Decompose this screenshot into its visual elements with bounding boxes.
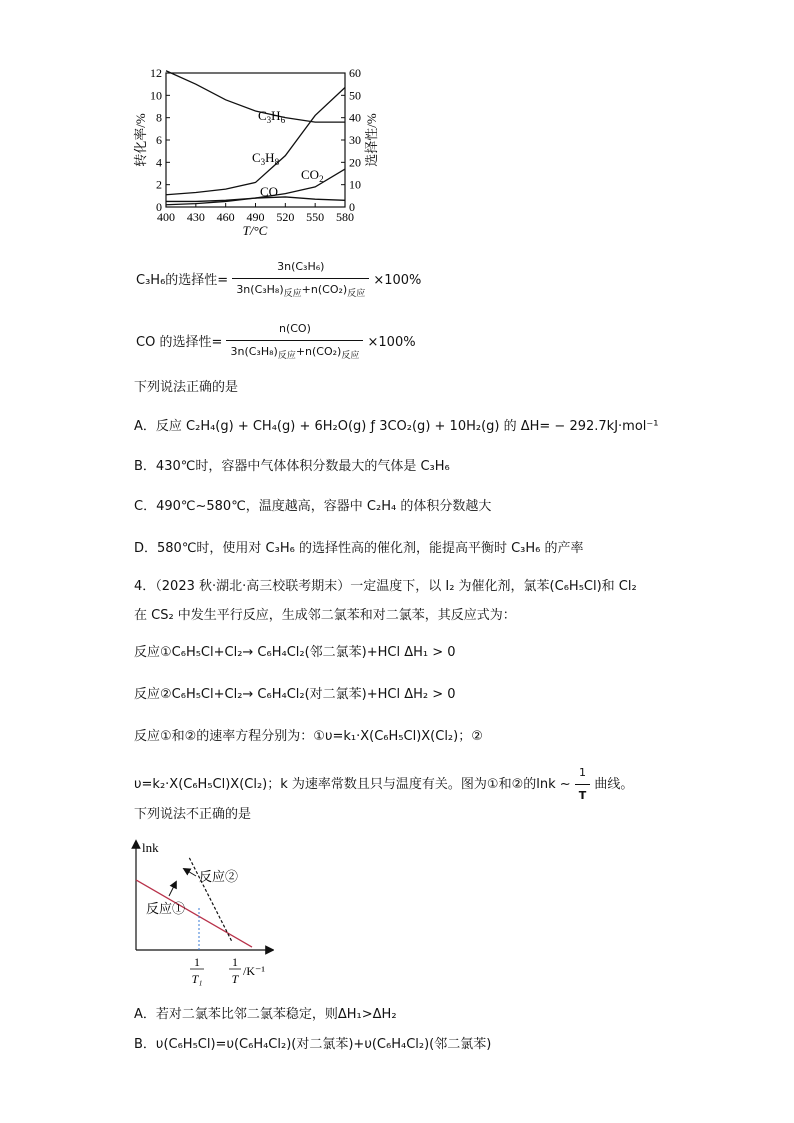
rate-line-2: [134, 764, 633, 805]
y-right-tick-label: 30: [349, 133, 361, 147]
x-tick-label: 460: [216, 210, 235, 224]
option-a-2: A．若对二氯苯比邻二氯苯稳定，则ΔH₁>ΔH₂: [134, 1007, 397, 1022]
sel-c3h6-den-b: +n(CO₂): [301, 283, 348, 296]
x-tick-label: 520: [276, 210, 295, 224]
y-left-tick-label: 10: [150, 88, 162, 103]
chart1-y-right-label: 选择性/%: [364, 113, 379, 167]
sel-co-times: ×100%: [367, 335, 416, 351]
x-tick-label: 580: [336, 210, 354, 224]
y-right-tick-label: 10: [349, 177, 361, 192]
q4-line-2: 在 CS₂ 中发生平行反应，生成邻二氯苯和对二氯苯，其反应式为：: [134, 608, 516, 623]
sel-c3h6-fraction: [232, 258, 369, 303]
y-left-tick-label: 12: [150, 68, 162, 80]
option-c: C．490℃~580℃，温度越高，容器中 C₂H₄ 的体积分数越大: [134, 499, 492, 514]
label-c3h6: $C_3H_6$: [258, 108, 286, 125]
x-num: 1: [232, 955, 238, 969]
option-a: A．反应 C₂H₄(g) + CH₄(g) + 6H₂O(g) ƒ 3CO₂(g) + 10H₂(g) 的 ΔH= − 292.7kJ·mol⁻¹: [134, 419, 659, 434]
chart2-y-label: lnk: [142, 840, 159, 855]
chart2: [124, 838, 274, 988]
y-left-tick-label: 6: [156, 133, 162, 147]
sel-co-den-a: 3n(C₃H₈): [230, 345, 278, 358]
sel-co-sub2: 反应: [341, 351, 360, 362]
y-right-tick-label: 0: [349, 200, 355, 214]
sel-co-label: CO 的选择性=: [136, 335, 223, 351]
question-prompt-2: 下列说法不正确的是: [134, 807, 252, 822]
label-co: CO: [260, 184, 279, 199]
chart1-x-label: T/°C: [242, 223, 268, 238]
y-left-tick-label: 4: [156, 155, 162, 170]
y-right-tick-label: 40: [349, 110, 361, 125]
y-left-tick-label: 8: [156, 110, 162, 125]
sel-co-fraction: [226, 320, 363, 365]
x-tick-label: 550: [306, 210, 325, 224]
rate-fraction: $\frac{1}{T}$: [575, 764, 591, 805]
arrow-r2: [186, 870, 196, 876]
y-right-tick-label: 60: [349, 68, 361, 80]
x-den: T: [231, 972, 239, 986]
rate-line-2a: υ=k₂·X(C₆H₅Cl)X(Cl₂)；k 为速率常数且只与温度有关。图为①和②的lnk ~: [134, 777, 571, 792]
selectivity-c3h6: [136, 258, 421, 303]
sel-c3h6-sub1: 反应: [283, 289, 302, 300]
sel-c3h6-sub2: 反应: [347, 289, 366, 300]
chart1-frame: [166, 73, 345, 207]
y-right-tick-label: 50: [349, 88, 361, 103]
sel-co-sub1: 反应: [277, 351, 296, 362]
q4-line-1: 4．（2023 秋·湖北·高三校联考期末）一定温度下，以 I₂ 为催化剂，氯苯(C₆H₅Cl)和 Cl₂: [134, 579, 637, 594]
t1-num: 1: [194, 955, 200, 969]
rate-line-1: 反应①和②的速率方程分别为：①υ=k₁·X(C₆H₅Cl)X(Cl₂)；②: [134, 729, 483, 744]
label-r1: 反应①: [146, 901, 186, 916]
arrow-r1: [169, 884, 175, 896]
series-co: [166, 197, 345, 201]
reaction-2: 反应②C₆H₅Cl+Cl₂→ C₆H₄Cl₂(对二氯苯)+HCl ΔH₂ > 0: [134, 687, 456, 702]
y-left-tick-label: 2: [156, 177, 162, 192]
option-d: D．580℃时，使用对 C₃H₆ 的选择性高的催化剂，能提高平衡时 C₃H₆ 的产率: [134, 541, 584, 556]
label-c3h8: $C_3H_8$: [252, 150, 280, 167]
sel-c3h6-den-a: 3n(C₃H₈): [236, 283, 284, 296]
series-c3h6: [166, 71, 345, 122]
reaction-1: 反应①C₆H₅Cl+Cl₂→ C₆H₄Cl₂(邻二氯苯)+HCl ΔH₁ > 0: [134, 645, 456, 660]
t1-den: T₁: [191, 972, 203, 986]
x-tick-label: 430: [186, 210, 205, 224]
rate-line-2b: 曲线。: [594, 777, 634, 792]
x-tick-label: 400: [157, 210, 175, 224]
selectivity-co: [136, 320, 416, 365]
option-b: B．430℃时，容器中气体体积分数最大的气体是 C₃H₆: [134, 459, 450, 474]
sel-c3h6-label: C₃H₆的选择性=: [136, 273, 229, 289]
y-right-tick-label: 20: [349, 155, 361, 170]
x-tick-label: 490: [246, 210, 265, 224]
sel-co-num: n(CO): [278, 322, 311, 335]
chart1: [130, 68, 390, 244]
y-left-tick-label: 0: [156, 200, 162, 214]
sel-co-den-b: +n(CO₂): [295, 345, 342, 358]
label-co2: $CO_2$: [301, 167, 324, 184]
sel-c3h6-num: 3n(C₃H₆): [277, 260, 325, 273]
question-prompt-1: 下列说法正确的是: [134, 380, 239, 395]
option-b-2: B．υ(C₆H₅Cl)=υ(C₆H₄Cl₂)(对二氯苯)+υ(C₆H₄Cl₂)(邻二氯苯): [134, 1037, 492, 1052]
sel-c3h6-times: ×100%: [373, 273, 422, 289]
label-r2: 反应②: [199, 869, 239, 884]
chart1-y-left-label: 转化率/%: [133, 113, 148, 167]
x-unit: /K⁻¹: [243, 964, 265, 978]
